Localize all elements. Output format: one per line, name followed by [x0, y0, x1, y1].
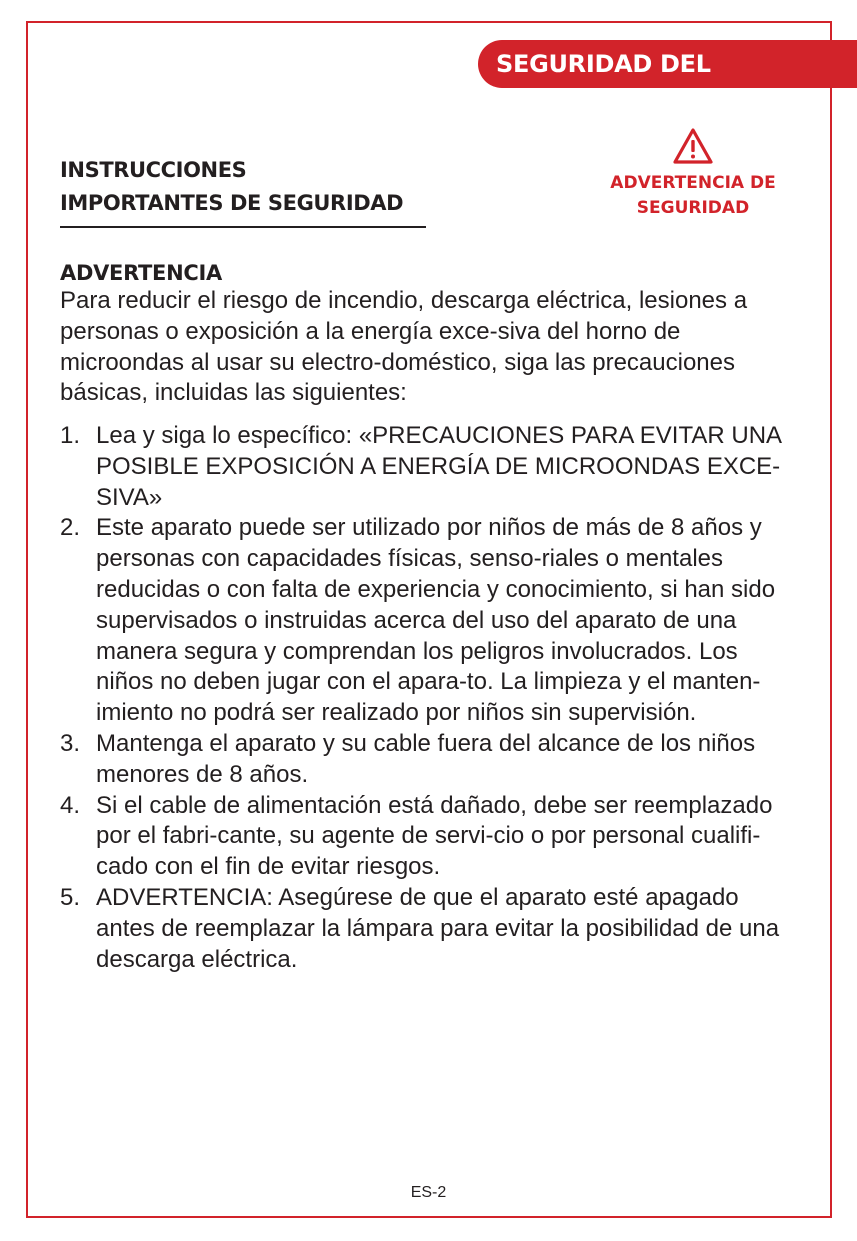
title-underline [60, 226, 426, 228]
list-item-text: Este aparato puede ser utilizado por niños de más de 8 años y personas con capacidades físicas, senso-riales o mentales reducidas o con falta de experiencia y conocimiento, si han sido supervisados o instruidas acerca del uso del aparato de una manera segura y comprendan los peligros involucrados. Los niños no deben jugar con el apara-to. La limpieza y el manten-imiento no podrá ser realizado por niños sin supervisión. [96, 514, 776, 727]
list-item-number: 1. [60, 422, 81, 449]
safety-instructions-list [60, 421, 790, 975]
page-title [60, 154, 426, 220]
list-item [60, 729, 790, 791]
page-number: ES-2 [410, 1184, 447, 1201]
safety-warning-line1: ADVERTENCIA DE [610, 173, 776, 193]
warning-title: ADVERTENCIA [60, 261, 222, 285]
list-item-text: Si el cable de alimentación está dañado, debe ser reemplazado por el fabri-cante, su agente de servi-cio o por personal cualifi-cado con el fin de evitar riesgos. [96, 791, 773, 881]
list-item [60, 883, 790, 975]
page-title-line2: IMPORTANTES DE SEGURIDAD [60, 191, 404, 215]
safety-warning-label [596, 171, 790, 221]
list-item-number: 5. [60, 883, 81, 911]
warning-triangle-icon [672, 127, 714, 165]
list-item-number: 4. [60, 791, 81, 819]
page-title-line1: INSTRUCCIONES [60, 158, 247, 182]
list-item [60, 513, 790, 729]
safety-warning-line2: SEGURIDAD [636, 198, 750, 218]
section-tab: SEGURIDAD DEL PRODUCTO [478, 40, 857, 88]
list-item-number: 2. [60, 514, 81, 542]
warning-intro: Para reducir el riesgo de incendio, descarga eléctrica, lesiones a personas o exposición a la energía exce-siva del horno de microondas al usar su electro-doméstico, siga las precauciones básicas, incluidas las siguientes: [60, 287, 748, 407]
list-item-text: Lea y siga lo específico: «PRECAUCIONES PARA EVITAR UNA POSIBLE EXPOSICIÓN A ENERGÍA DE MICROONDAS EXCE-SIVA» [96, 422, 781, 511]
list-item [60, 791, 790, 883]
list-item-number: 3. [60, 729, 81, 757]
list-item-text: Mantenga el aparato y su cable fuera del alcance de los niños menores de 8 años. [96, 729, 756, 788]
list-item-text: ADVERTENCIA: Asegúrese de que el aparato esté apagado antes de reemplazar la lámpara para evitar la posibilidad de una descarga eléctrica. [96, 883, 780, 973]
list-item [60, 421, 790, 513]
